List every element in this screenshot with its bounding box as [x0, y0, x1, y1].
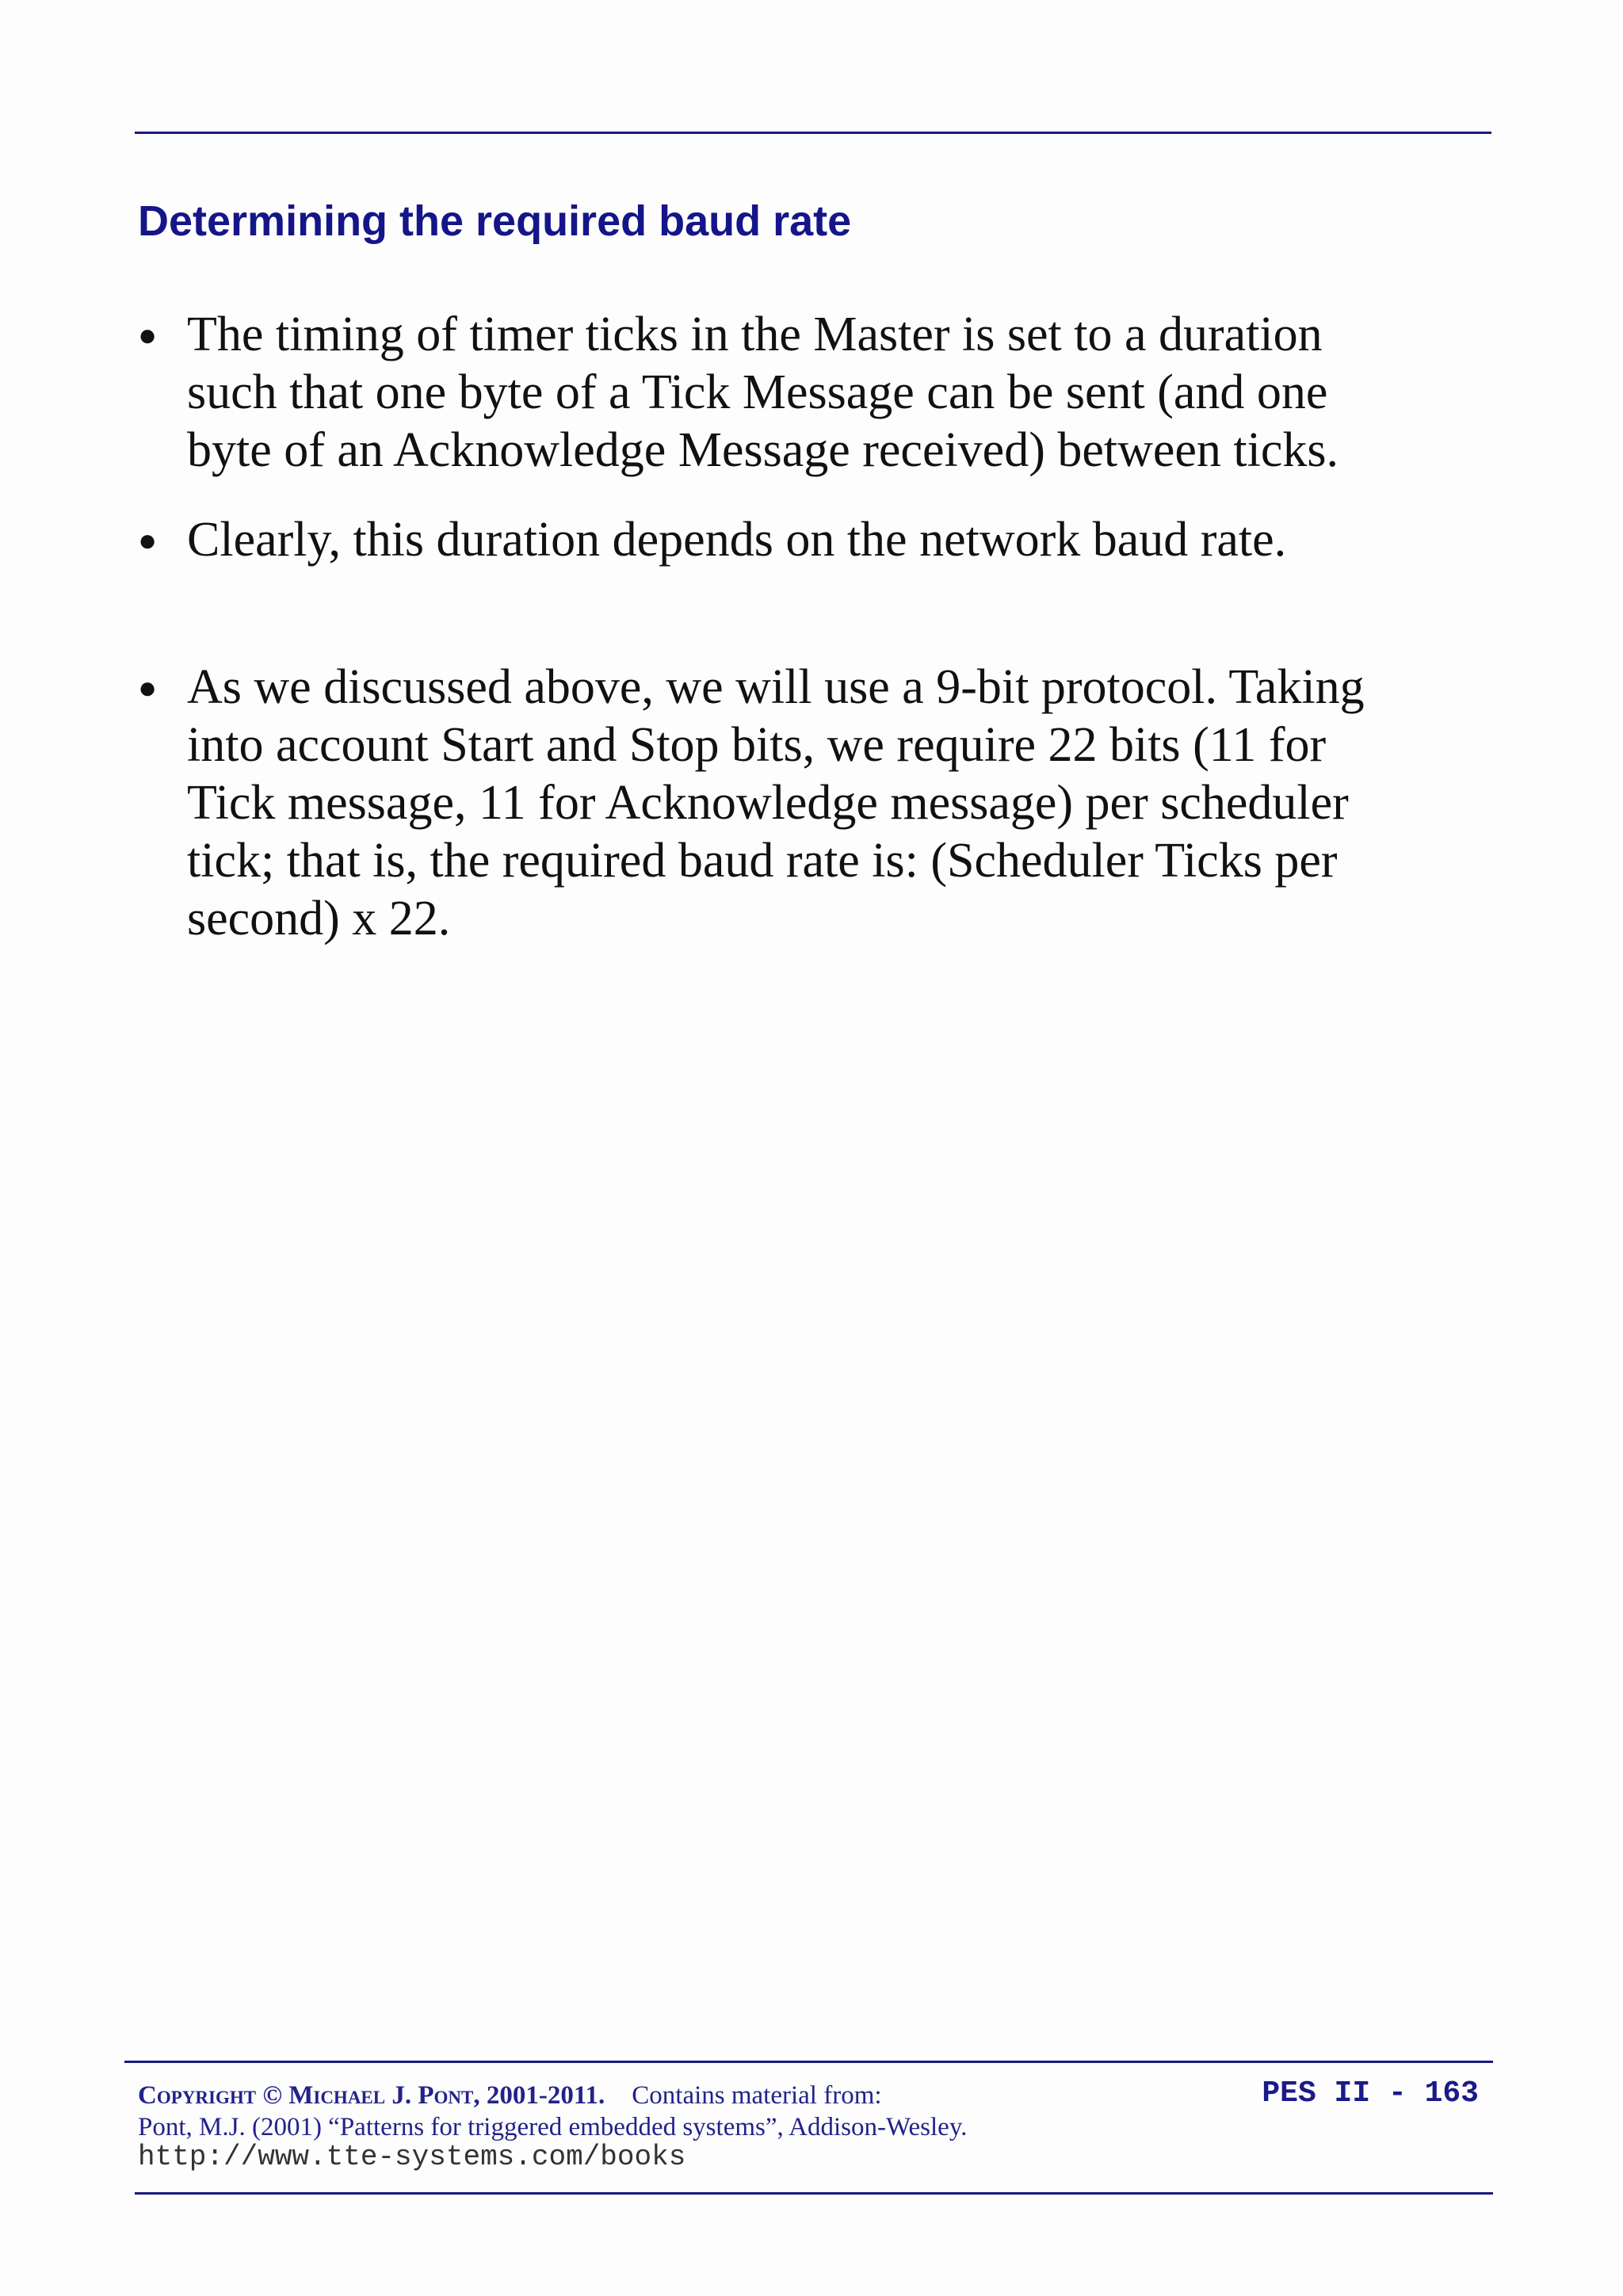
bullet-text: The timing of timer ticks in the Master is set to a duration such that one byte of a Tick Message can be sent (and one byte of an Acknowledge Message received) between ticks. — [187, 308, 1339, 477]
footer-divider-top — [124, 2061, 1493, 2063]
bullet-icon: ● — [138, 670, 158, 705]
page-title: Determining the required baud rate — [138, 197, 852, 245]
footer-url[interactable]: http://www.tte-systems.com/books — [138, 2141, 686, 2173]
footer-citation: Pont, M.J. (2001) “Patterns for triggered embedded systems”, Addison-Wesley. — [138, 2113, 968, 2141]
bullet-item — [138, 511, 1406, 569]
bullet-item — [138, 306, 1406, 479]
copyright-notice: Copyright © Michael J. Pont, 2001-2011. — [138, 2081, 605, 2110]
contains-material-text: Contains material from: — [632, 2081, 882, 2110]
bullet-icon: ● — [138, 522, 158, 558]
page-number: PES II - 163 — [1262, 2076, 1479, 2111]
bullet-text: Clearly, this duration depends on the network baud rate. — [187, 513, 1287, 567]
bullet-item — [138, 659, 1406, 948]
top-divider — [135, 132, 1491, 134]
footer-divider-bottom — [135, 2192, 1493, 2195]
bullet-icon: ● — [138, 317, 158, 353]
footer-copyright-line — [138, 2080, 882, 2111]
bullet-text: As we discussed above, we will use a 9-bit protocol. Taking into account Start and Stop bits, we require 22 bits (11 for Tick message, 11 for Acknowledge message) per scheduler tick; that is, the required baud rate is: (Scheduler Ticks per second) x 22. — [187, 660, 1365, 946]
